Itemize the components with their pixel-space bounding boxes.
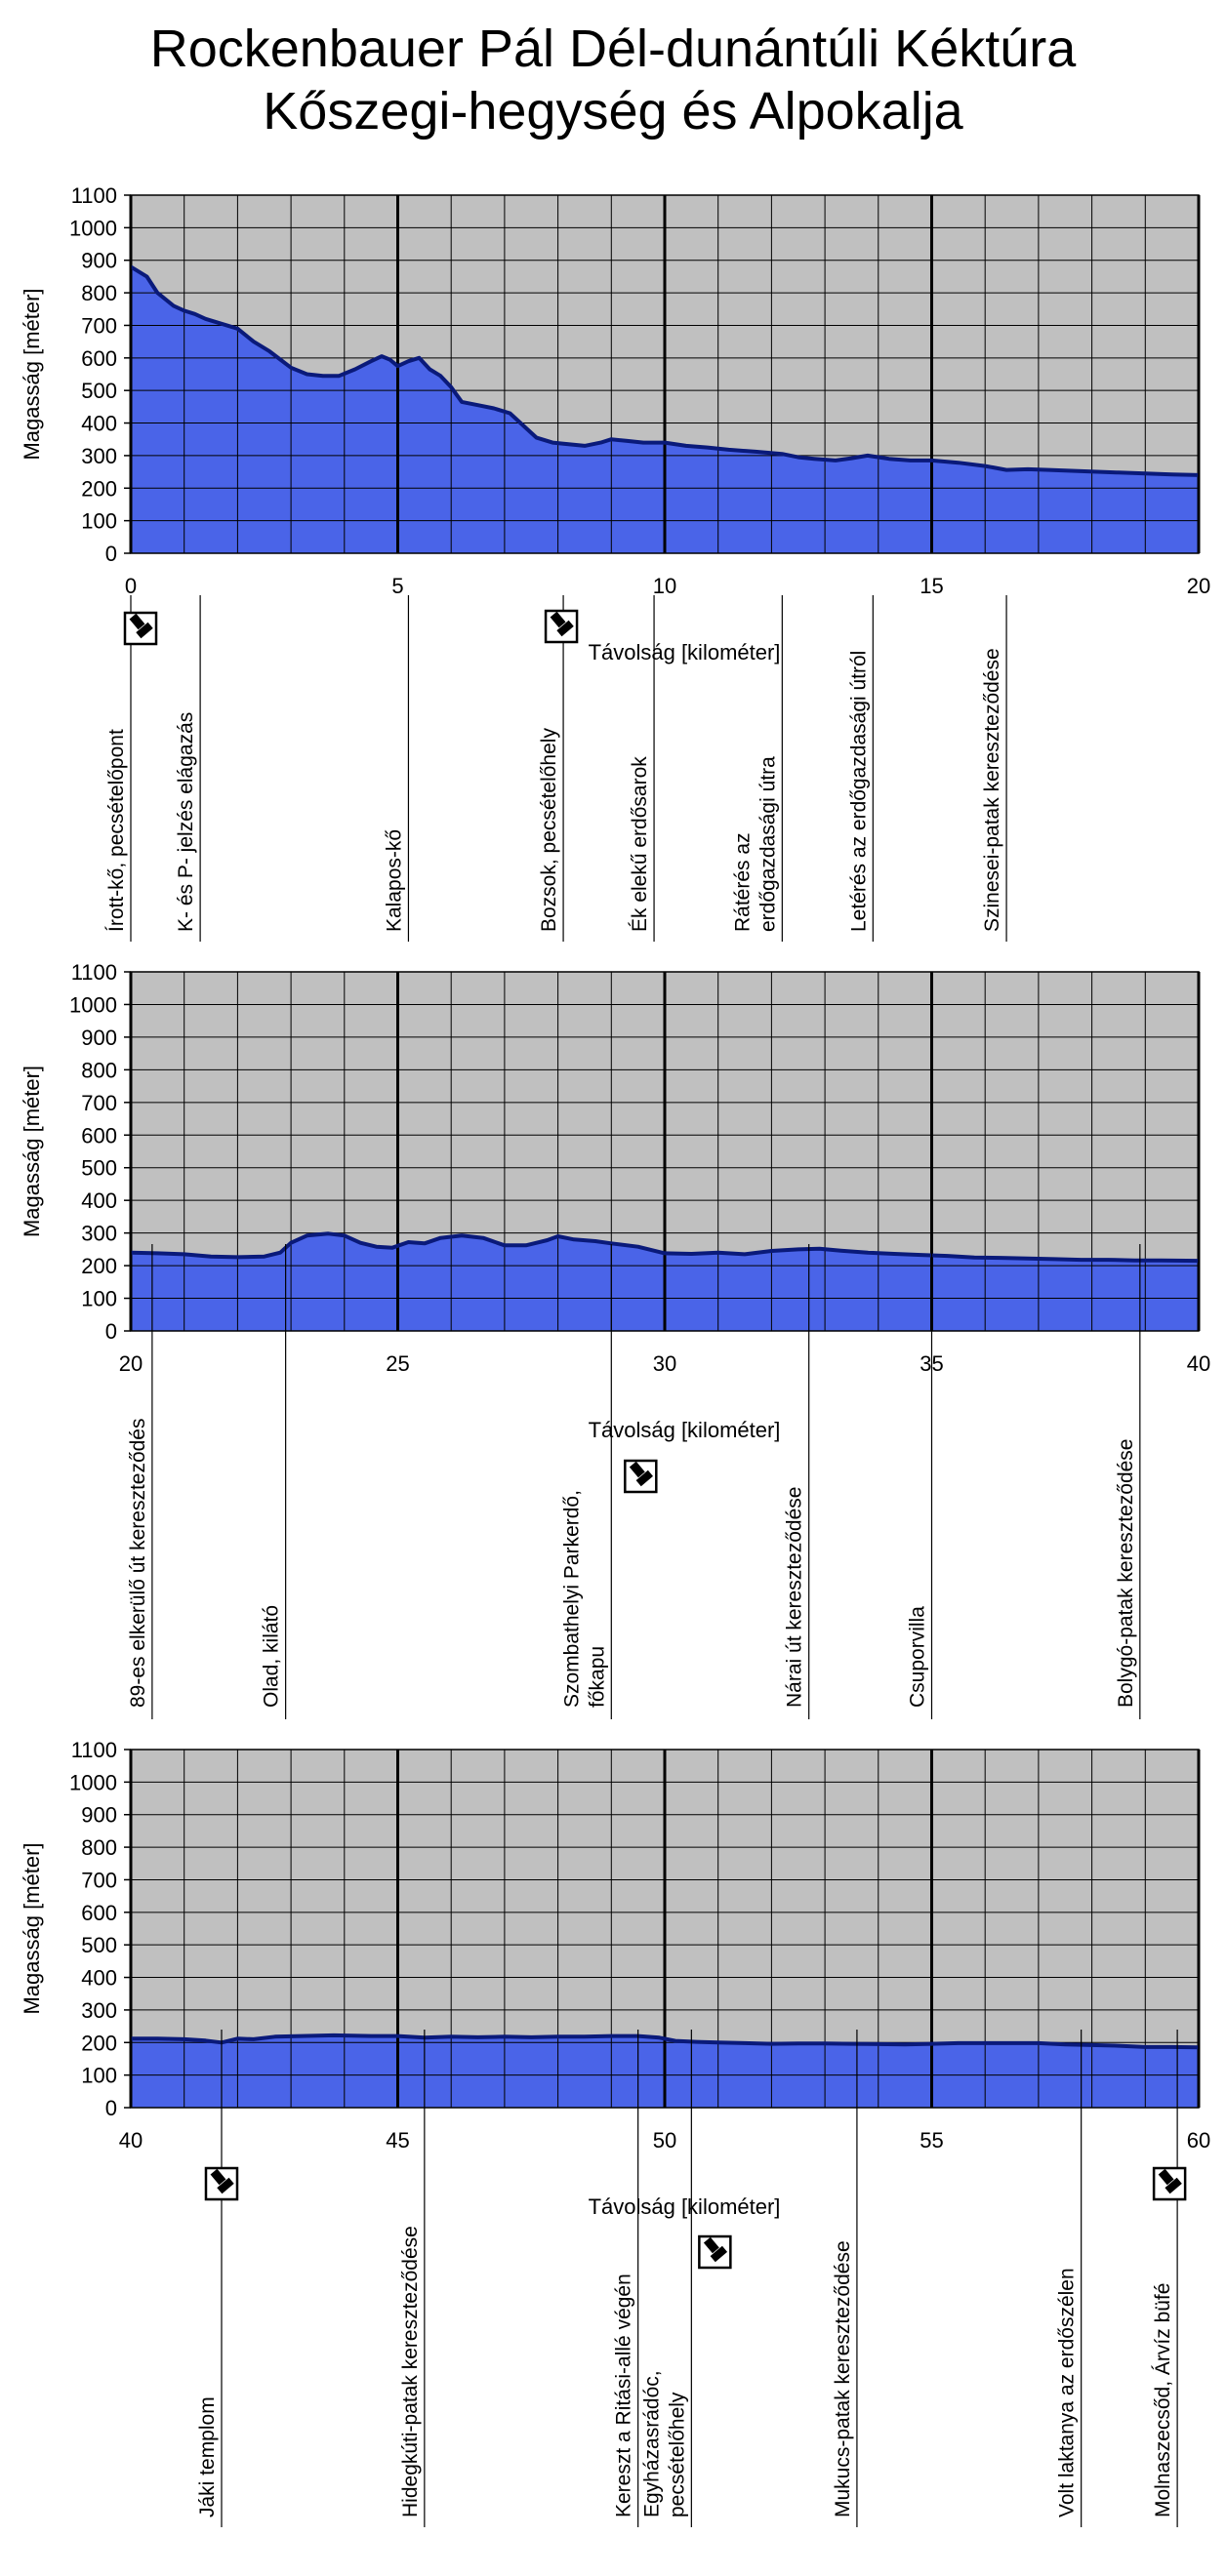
title-line-1: Rockenbauer Pál Dél-dunántúli Kéktúra <box>149 20 1077 78</box>
x-tick-label: 30 <box>652 1351 677 1376</box>
waypoint-label <box>640 2370 688 2517</box>
stamp-icon <box>125 613 156 644</box>
chart-panel-3 <box>20 1738 1210 2527</box>
y-tick-label: 1000 <box>69 1770 117 1795</box>
waypoint-label <box>832 2240 854 2517</box>
y-axis-title: Magasság [méter] <box>20 1842 44 2015</box>
waypoint-label <box>538 728 560 932</box>
stamp-icon <box>625 1461 656 1492</box>
waypoint-label <box>613 2274 635 2517</box>
y-tick-label: 400 <box>81 411 117 436</box>
waypoint-label <box>196 2396 219 2517</box>
chart-panel-2 <box>20 960 1210 1719</box>
x-tick-label: 10 <box>652 574 677 598</box>
x-tick-label: 35 <box>920 1351 944 1376</box>
waypoint-label-line-2: erdőgazdasági útra <box>756 756 780 932</box>
y-axis-title: Magasság [méter] <box>20 1065 44 1238</box>
waypoint-label <box>127 1419 149 1709</box>
title-line-2: Kőszegi-hegység és Alpokalja <box>263 82 963 141</box>
waypoint-label-text: Olad, kilátó <box>260 1604 283 1708</box>
x-tick-label: 15 <box>920 574 944 598</box>
waypoint-label <box>629 756 651 932</box>
waypoint-label <box>784 1487 806 1708</box>
y-tick-label: 800 <box>81 1835 117 1861</box>
x-tick-label: 45 <box>386 2128 410 2153</box>
waypoint-label-text: Csuporvilla <box>906 1606 929 1708</box>
chart-panel-1 <box>20 183 1210 942</box>
waypoint-label-text: Írott-kő, pecsételőpont <box>105 729 128 932</box>
y-axis-title: Magasság [méter] <box>20 288 44 461</box>
x-tick-label: 20 <box>1186 574 1211 598</box>
y-tick-label: 600 <box>81 345 117 371</box>
waypoint-label <box>1056 2268 1079 2517</box>
waypoint-label <box>1152 2283 1174 2517</box>
waypoint-label <box>981 648 1003 932</box>
waypoint-label-text: K- és P- jelzés elágazás <box>175 711 198 932</box>
y-tick-label: 300 <box>81 1997 117 2023</box>
x-axis-title: Távolság [kilométer] <box>588 1418 781 1442</box>
y-tick-label: 500 <box>81 1933 117 1958</box>
waypoint-label <box>847 651 870 932</box>
waypoint-label <box>731 756 779 932</box>
y-tick-label: 700 <box>81 1090 117 1115</box>
y-tick-label: 300 <box>81 443 117 468</box>
x-axis-title: Távolság [kilométer] <box>588 2194 781 2219</box>
y-tick-label: 700 <box>81 1868 117 1893</box>
y-tick-label: 900 <box>81 1025 117 1050</box>
x-tick-label: 55 <box>920 2128 944 2153</box>
y-tick-label: 700 <box>81 313 117 339</box>
waypoint-label-text: Hidegkúti-patak kereszteződése <box>398 2226 422 2517</box>
y-tick-label: 1100 <box>70 960 117 985</box>
y-tick-label: 1100 <box>70 1738 117 1762</box>
waypoint-label-line-1: Egyházasrádóc, <box>640 2370 664 2517</box>
waypoint-label <box>261 1605 283 1708</box>
waypoint-label <box>105 729 128 932</box>
waypoint-label <box>1115 1439 1137 1709</box>
y-tick-label: 400 <box>81 1188 117 1214</box>
y-tick-label: 1000 <box>69 992 117 1018</box>
y-tick-label: 1000 <box>69 216 117 241</box>
y-tick-label: 0 <box>104 2096 117 2120</box>
y-tick-label: 200 <box>81 2031 117 2056</box>
waypoint-label-text: Nárai út kereszteződése <box>783 1486 806 1708</box>
y-tick-label: 200 <box>81 1254 117 1279</box>
x-tick-label: 20 <box>118 1351 143 1376</box>
y-tick-label: 800 <box>81 281 117 306</box>
y-tick-label: 900 <box>81 248 117 273</box>
stamp-icon <box>699 2236 730 2268</box>
x-tick-label: 40 <box>1186 1351 1211 1376</box>
waypoint-label-text: Jáki templom <box>195 2396 219 2517</box>
waypoint-label-line-2: főkapu <box>586 1645 609 1708</box>
waypoint-label-text: Ék elekű erdősarok <box>629 756 652 932</box>
waypoint-label-line-1: Szombathelyi Parkerdő, <box>560 1490 584 1708</box>
waypoint-label-text: Mukucs-patak kereszteződése <box>831 2240 854 2517</box>
waypoint-label <box>560 1490 608 1708</box>
waypoint-label-text: Kalapos-kő <box>383 828 406 932</box>
waypoint-label <box>175 712 197 932</box>
y-tick-label: 600 <box>81 1900 117 1925</box>
waypoint-label-line-2: pecsételőhely <box>666 2392 689 2517</box>
waypoint-label-text: Molnaszecsőd, Árvíz büfé <box>1152 2282 1175 2517</box>
stamp-icon <box>546 611 577 642</box>
x-tick-label: 0 <box>124 574 138 598</box>
waypoint-label-line-1: Rátérés az <box>731 832 755 932</box>
waypoint-label <box>907 1606 929 1708</box>
waypoint-label <box>383 829 405 932</box>
waypoint-label-text: Letérés az erdőgazdasági útról <box>847 650 871 932</box>
y-tick-label: 800 <box>81 1058 117 1083</box>
x-axis-title: Távolság [kilométer] <box>588 640 781 664</box>
x-tick-label: 5 <box>391 574 404 598</box>
y-tick-label: 0 <box>104 1319 117 1344</box>
y-tick-label: 0 <box>104 542 117 566</box>
y-tick-label: 1100 <box>70 183 117 208</box>
x-tick-label: 40 <box>118 2128 143 2153</box>
y-tick-label: 200 <box>81 476 117 502</box>
waypoint-label-text: Szinesei-patak kereszteződése <box>981 648 1004 932</box>
y-tick-label: 900 <box>81 1802 117 1828</box>
waypoint-label <box>399 2226 422 2517</box>
y-tick-label: 100 <box>81 508 117 534</box>
y-tick-label: 300 <box>81 1221 117 1246</box>
x-tick-label: 50 <box>652 2128 677 2153</box>
stamp-icon <box>206 2168 237 2199</box>
waypoint-label-text: 89-es elkerülő út kereszteződés <box>126 1418 149 1708</box>
waypoint-label-text: Bozsok, pecsételőhely <box>538 728 561 932</box>
y-tick-label: 500 <box>81 379 117 404</box>
y-tick-label: 400 <box>81 1965 117 1991</box>
waypoint-label-text: Bolygó-patak kereszteződése <box>1114 1438 1137 1708</box>
y-tick-label: 100 <box>81 2063 117 2088</box>
stamp-icon <box>1154 2168 1185 2199</box>
waypoint-label-text: Kereszt a Ritási-allé végén <box>612 2274 635 2517</box>
y-tick-label: 500 <box>81 1155 117 1181</box>
x-tick-label: 25 <box>386 1351 410 1376</box>
y-tick-label: 600 <box>81 1123 117 1148</box>
y-tick-label: 100 <box>81 1286 117 1311</box>
x-tick-label: 60 <box>1186 2128 1211 2153</box>
waypoint-label-text: Volt laktanya az erdőszélen <box>1055 2268 1079 2517</box>
